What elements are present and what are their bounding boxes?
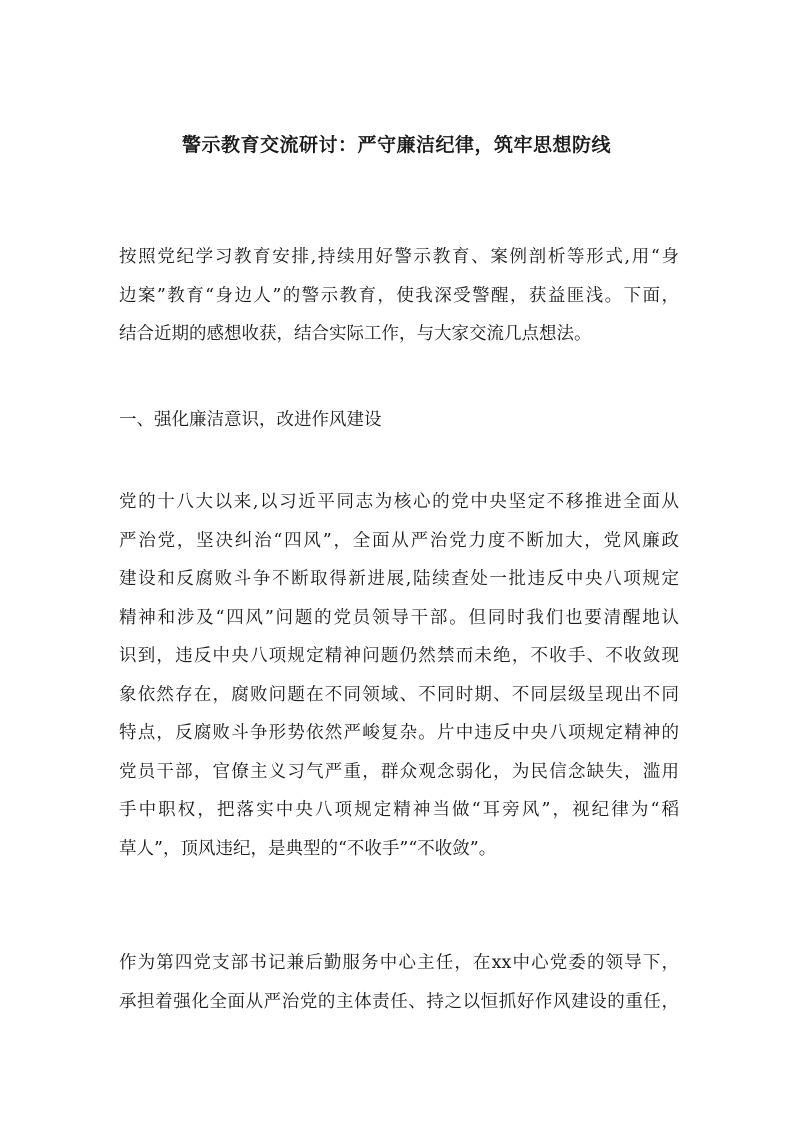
text-line: 严治党，坚决纠治“四风”，全面从严治党力度不断加大，党风廉政 — [119, 530, 679, 551]
body-paragraph — [119, 483, 679, 868]
text-line: 承担着强化全面从严治党的主体责任、持之以恒抓好作风建设的重任， — [119, 991, 679, 1012]
document-title: 警示教育交流研讨：严守廉洁纪律，筑牢思想防线 — [181, 134, 611, 156]
section-heading: 一、强化廉洁意识，改进作风建设 — [119, 410, 382, 430]
text-line: 建设和反腐败斗争不断取得新进展,陆续查处一批违反中央八项规定 — [119, 569, 679, 589]
text-line: 作为第四党支部书记兼后勤服务中心主任，在xx中心党委的领导下， — [119, 953, 679, 973]
text-line: 草人”，顶风违纪，是典型的“不收手”“不收敛”。 — [119, 838, 497, 859]
closing-paragraph — [119, 944, 679, 1021]
text-line: 按照党纪学习教育安排,持续用好警示教育、案例剖析等形式,用“身 — [119, 247, 679, 267]
text-line: 党员干部，官僚主义习气严重，群众观念弱化，为民信念缺失，滥用 — [119, 761, 679, 782]
text-line: 手中职权，把落实中央八项规定精神当做“耳旁风”，视纪律为“稻 — [119, 800, 679, 820]
intro-paragraph — [119, 238, 679, 354]
text-line: 识到，违反中央八项规定精神问题仍然禁而未绝，不收手、不收敛现 — [119, 646, 679, 666]
text-line: 精神和涉及“四风”问题的党员领导干部。但同时我们也要清醒地认 — [119, 607, 679, 628]
text-line: 象依然存在，腐败问题在不同领域、不同时期、不同层级呈现出不同 — [119, 684, 679, 705]
text-line: 特点，反腐败斗争形势依然严峻复杂。片中违反中央八项规定精神的 — [119, 723, 679, 743]
text-line: 边案”教育“身边人”的警示教育，使我深受警醒，获益匪浅。下面， — [119, 285, 679, 306]
text-line: 结合近期的感想收获，结合实际工作，与大家交流几点想法。 — [119, 324, 592, 344]
text-line: 党的十八大以来,以习近平同志为核心的党中央坚定不移推进全面从 — [119, 492, 679, 512]
